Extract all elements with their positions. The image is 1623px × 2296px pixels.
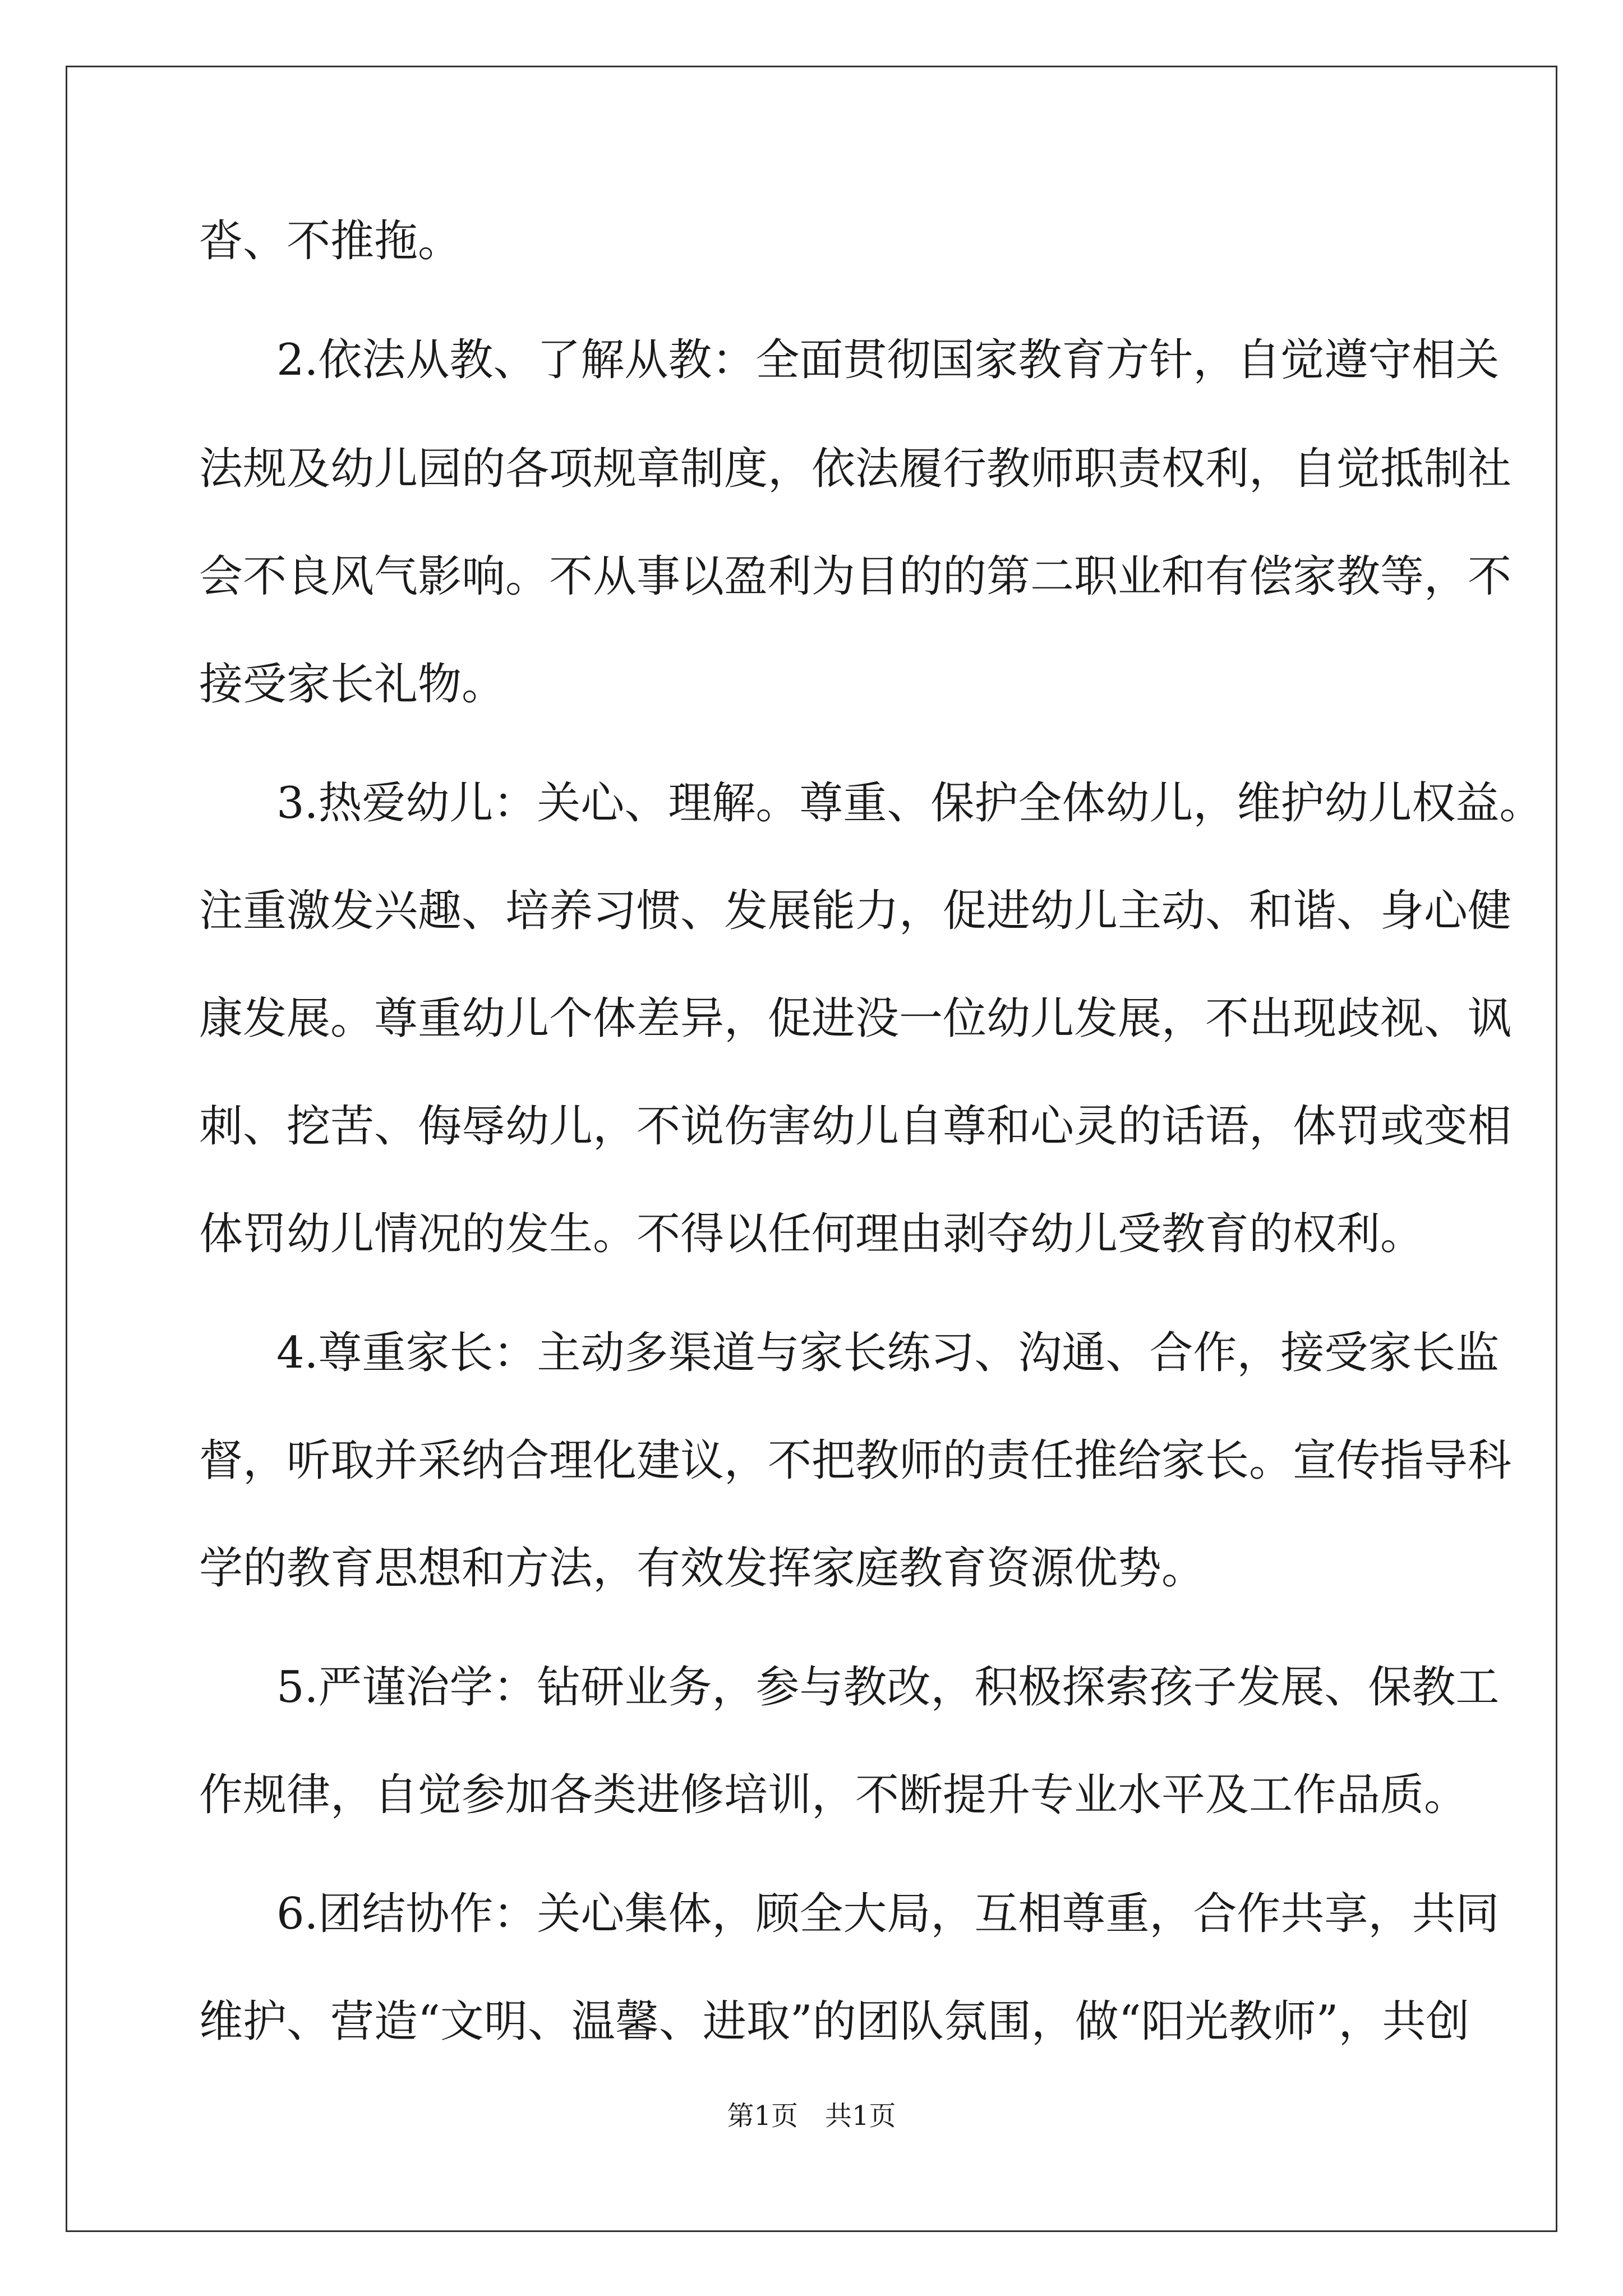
text-line: 体罚幼儿情况的发生。不得以任何理由剥夺幼儿受教育的权利。 <box>199 1209 1424 1259</box>
text-line: 会不良风气影响。不从事以盈利为目的的第二职业和有偿家教等，不 <box>199 551 1512 602</box>
text-line: 注重激发兴趣、培养习惯、发展能力，促进幼儿主动、和谐、身心健 <box>199 886 1512 936</box>
page-footer <box>0 2099 1623 2133</box>
text-line: 康发展。尊重幼儿个体差异，促进没一位幼儿发展，不出现歧视、讽 <box>199 993 1512 1044</box>
text-line: 接受家长礼物。 <box>199 659 506 710</box>
paragraph-start: 2.依法从教、了解从教：全面贯彻国家教育方针，自觉遵守相关 <box>276 335 1500 385</box>
page-total: 共1页 <box>825 2100 896 2132</box>
page-number: 第1页 <box>727 2100 798 2132</box>
paragraph-start: 3.热爱幼儿：关心、理解。尊重、保护全体幼儿，维护幼儿权益。 <box>276 778 1543 829</box>
paragraph-start: 5.严谨治学：钻研业务，参与教改，积极探索孩子发展、保教工 <box>276 1662 1500 1713</box>
text-line: 法规及幼儿园的各项规章制度，依法履行教师职责权利，自觉抵制社 <box>199 444 1512 494</box>
paragraph-start: 4.尊重家长：主动多渠道与家长练习、沟通、合作，接受家长监 <box>276 1328 1500 1378</box>
paragraph-start: 6.团结协作：关心集体，顾全大局，互相尊重，合作共享，共同 <box>276 1889 1500 1939</box>
text-line: 作规律，自觉参加各类进修培训，不断提升专业水平及工作品质。 <box>199 1770 1468 1820</box>
text-line: 学的教育思想和方法，有效发挥家庭教育资源优势。 <box>199 1543 1206 1594</box>
text-line: 刺、挖苦、侮辱幼儿，不说伤害幼儿自尊和心灵的话语，体罚或变相 <box>199 1101 1512 1152</box>
text-line: 沓、不推拖。 <box>199 216 462 266</box>
text-line: 维护、营造“文明、温馨、进取”的团队氛围，做“阳光教师”，共创 <box>199 1996 1470 2047</box>
text-line: 督，听取并采纳合理化建议，不把教师的责任推给家长。宣传指导科 <box>199 1435 1512 1486</box>
